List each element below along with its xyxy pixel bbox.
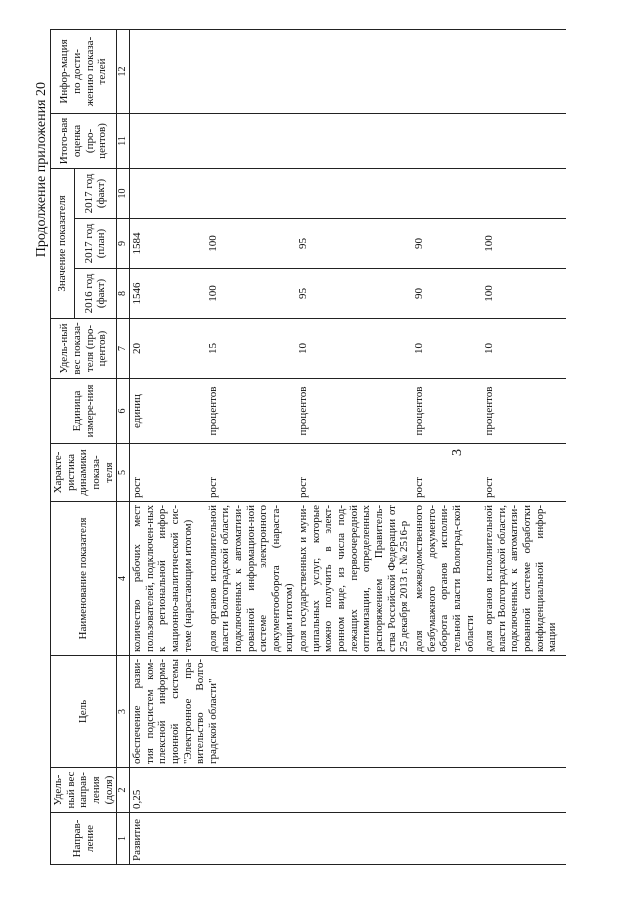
value-2017-fact-cell xyxy=(482,168,566,218)
indicators-table xyxy=(50,29,566,865)
indicator-weight-cell: 10 xyxy=(296,319,412,379)
indicator-name-cell: доля межведомственного безбумажного документо-оборота органов исполни-тельной власти Волоград-ской области xyxy=(412,502,482,656)
indicator-weight-cell: 15 xyxy=(206,319,296,379)
value-2017-fact-cell xyxy=(412,168,482,218)
column-number: 9 xyxy=(117,219,130,269)
header-weight-indicator: Удель-ный вес показа-теля (про-центов) xyxy=(51,319,117,379)
final-score-cell xyxy=(412,113,482,168)
header-dynamics: Характе-ристика динамики показа-теля xyxy=(51,444,117,502)
column-number: 6 xyxy=(117,379,130,444)
column-number: 12 xyxy=(117,29,130,113)
header-achievement-info: Инфор-мация по дости-жению показа-телей xyxy=(51,29,117,113)
achievement-info-cell xyxy=(296,29,412,113)
achievement-info-cell xyxy=(130,29,206,113)
indicator-weight-cell: 20 xyxy=(130,319,206,379)
header-unit: Единица измере-ния xyxy=(51,379,117,444)
value-2016-fact-cell: 90 xyxy=(412,269,482,319)
unit-cell: процентов xyxy=(206,379,296,444)
final-score-cell xyxy=(482,113,566,168)
dynamics-cell: рост xyxy=(206,444,296,502)
indicator-name-cell: доля государственных и муни-ципальных услуг, которые можно получить в элект-ронном виде, из числа под-лежащих первоочередной оптимизации, определенных распоряжением Правитель-ства Российской Федерации от 25 декабря 2013 г. № 2516-р xyxy=(296,502,412,656)
final-score-cell xyxy=(130,113,206,168)
final-score-cell xyxy=(206,113,296,168)
column-number: 1 xyxy=(117,813,130,865)
indicator-name-cell: количество рабочих мест пользователей, подключен-ных к региональной инфор-мационно-аналитической сис-теме (нарастающим итогом) xyxy=(130,502,206,656)
achievement-info-cell xyxy=(206,29,296,113)
value-2016-fact-cell: 95 xyxy=(296,269,412,319)
header-weight-direction: Удель-ный вес направ-ления (доля) xyxy=(51,768,117,813)
value-2017-plan-cell: 100 xyxy=(206,219,296,269)
value-2016-fact-cell: 100 xyxy=(482,269,566,319)
column-number-row xyxy=(117,29,130,864)
indicator-weight-cell: 10 xyxy=(412,319,482,379)
value-2016-fact-cell: 1546 xyxy=(130,269,206,319)
value-2017-fact-cell xyxy=(296,168,412,218)
achievement-info-cell xyxy=(412,29,482,113)
dynamics-cell: рост xyxy=(130,444,206,502)
header-2017-fact: 2017 год (факт) xyxy=(74,168,117,218)
header-2016-fact: 2016 год (факт) xyxy=(74,269,117,319)
value-2017-plan-cell: 95 xyxy=(296,219,412,269)
value-2017-fact-cell xyxy=(130,168,206,218)
value-2017-fact-cell xyxy=(206,168,296,218)
dynamics-cell: рост xyxy=(482,444,566,502)
value-2016-fact-cell: 100 xyxy=(206,269,296,319)
direction-weight-cell: 0,25 xyxy=(130,768,566,813)
column-number: 2 xyxy=(117,768,130,813)
column-number: 5 xyxy=(117,444,130,502)
column-number: 3 xyxy=(117,656,130,768)
continuation-title: Продолжение приложения 20 xyxy=(34,82,49,258)
header-value-group: Значение показателя xyxy=(51,168,75,318)
column-number: 4 xyxy=(117,502,130,656)
header-final-score: Итого-вая оценка (про-центов) xyxy=(51,113,117,168)
header-indicator-name: Наименование показателя xyxy=(51,502,117,656)
final-score-cell xyxy=(296,113,412,168)
column-number: 7 xyxy=(117,319,130,379)
column-number: 8 xyxy=(117,269,130,319)
column-number: 10 xyxy=(117,168,130,218)
table-row xyxy=(130,29,206,864)
header-goal: Цель xyxy=(51,656,117,768)
header-2017-plan: 2017 год (план) xyxy=(74,219,117,269)
unit-cell: процентов xyxy=(482,379,566,444)
dynamics-cell: рост xyxy=(412,444,482,502)
value-2017-plan-cell: 1584 xyxy=(130,219,206,269)
indicator-name-cell: доля органов исполнительной власти Волгоградской области, подключенных к автоматизи-рованной системе обработки конфиденциальной инфор-мации xyxy=(482,502,566,656)
page-number: 3 xyxy=(450,449,465,456)
value-2017-plan-cell: 90 xyxy=(412,219,482,269)
value-2017-plan-cell: 100 xyxy=(482,219,566,269)
indicator-weight-cell: 10 xyxy=(482,319,566,379)
unit-cell: процентов xyxy=(296,379,412,444)
header-row-1 xyxy=(51,29,75,864)
direction-cell: Развитие xyxy=(130,813,566,865)
header-direction: Направ-ление xyxy=(51,813,117,865)
goal-cell: обеспечение разви-тия подсистем ком-плексной информа-ционной системы "Электронное пра-вительство Волго-градской области" xyxy=(130,656,566,768)
indicator-name-cell: доля органов исполнительной власти Волгоградской области, подключенных к автоматизи-рованной информацион-ной системе электронного документооборота (нараста-ющим итогом) xyxy=(206,502,296,656)
dynamics-cell: рост xyxy=(296,444,412,502)
unit-cell: процентов xyxy=(412,379,482,444)
achievement-info-cell xyxy=(482,29,566,113)
column-number: 11 xyxy=(117,113,130,168)
unit-cell: единиц xyxy=(130,379,206,444)
